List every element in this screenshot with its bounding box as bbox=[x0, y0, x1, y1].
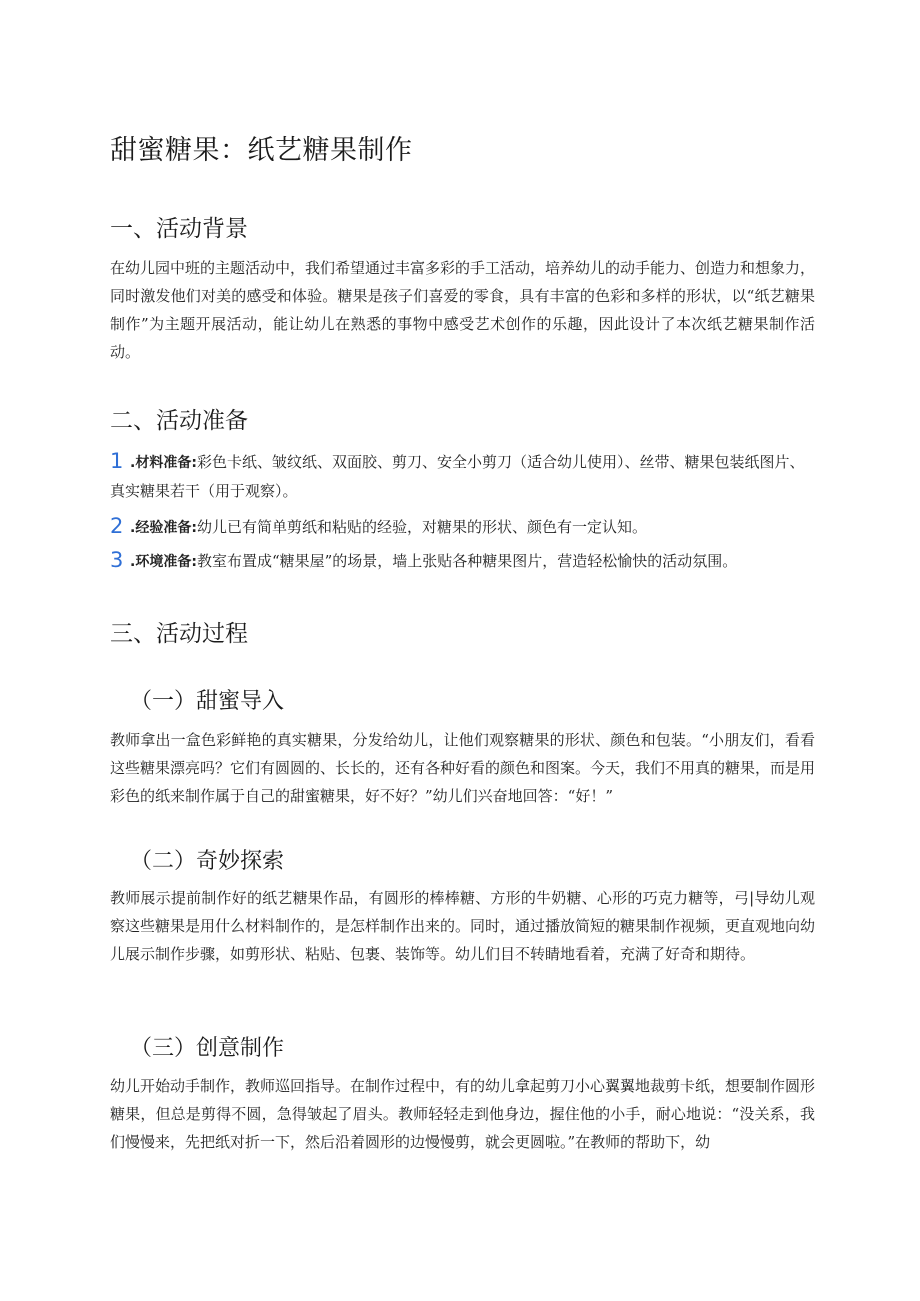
item-label: 环境准备: bbox=[135, 554, 197, 570]
item-text: 教室布置成“糖果屋”的场景，墙上张贴各种糖果图片，营造轻松愉快的活动氛围。 bbox=[196, 552, 738, 570]
item-number: 1 bbox=[110, 449, 124, 473]
preparation-item bbox=[110, 447, 815, 505]
item-text: 彩色卡纸、皱纹纸、双面胶、剪刀、安全小剪刀（适合幼儿使用）、丝带、糖果包装纸图片、真实糖果若干（用于观察）。 bbox=[110, 453, 805, 500]
item-label: 经验准备: bbox=[135, 520, 197, 536]
subsection-heading-explore: （二）奇妙探索 bbox=[130, 849, 285, 874]
explore-paragraph: 教师展示提前制作好的纸艺糖果作品，有圆形的棒棒糖、方形的牛奶糖、心形的巧克力糖等，弓|导幼儿观察这些糖果是用什么材料制作的，是怎样制作出来的。同时，通过播放简短的糖果制作视频，更直观地向幼儿展示制作步骤，如剪形状、粘贴、包裹、装饰等。幼儿们目不转睛地看着，充满了好奇和期待。 bbox=[110, 889, 816, 963]
item-dot: . bbox=[130, 554, 136, 570]
intro-paragraph: 教师拿出一盒色彩鲜艳的真实糖果，分发给幼儿，让他们观察糖果的形状、颜色和包装。“小朋友们，看看这些糖果漂亮吗？它们有圆圆的、长长的，还有各种好看的颜色和图案。今天，我们不用真的糖果，而是用彩色的纸来制作属于自己的甜蜜糖果，好不好？”幼儿们兴奋地回答：“好！” bbox=[110, 731, 816, 805]
subsection-heading-intro: （一）甜蜜导入 bbox=[130, 689, 285, 714]
section-heading-background: 一、活动背景 bbox=[110, 216, 248, 242]
subsection-heading-create: （三）创意制作 bbox=[130, 1036, 285, 1061]
item-label: 材料准备: bbox=[135, 455, 197, 471]
document-title: 甜蜜糖果：纸艺糖果制作 bbox=[110, 135, 413, 166]
item-number: 2 bbox=[110, 514, 124, 538]
create-paragraph: 幼儿开始动手制作，教师巡回指导。在制作过程中，有的幼儿拿起剪刀小心翼翼地裁剪卡纸，想要制作圆形糖果，但总是剪得不圆，急得皱起了眉头。教师轻轻走到他身边，握住他的小手，耐心地说：“没关系，我们慢慢来，先把纸对折一下，然后沿着圆形的边慢慢剪，就会更圆啦。”在教师的帮助下，幼 bbox=[110, 1077, 816, 1151]
background-paragraph: 在幼儿园中班的主题活动中，我们希望通过丰富多彩的手工活动，培养幼儿的动手能力、创造力和想象力，同时激发他们对美的感受和体验。糖果是孩子们喜爱的零食，具有丰富的色彩和多样的形状，以“纸艺糖果制作”为主题开展活动，能让幼儿在熟悉的事物中感受艺术创作的乐趣，因此设计了本次纸艺糖果制作活动。 bbox=[110, 259, 816, 361]
item-dot: . bbox=[130, 520, 136, 536]
item-text: 幼儿已有简单剪纸和粘贴的经验，对糖果的形状、颜色有一定认知。 bbox=[196, 518, 647, 536]
preparation-item bbox=[110, 512, 815, 542]
preparation-item bbox=[110, 546, 815, 576]
item-number: 3 bbox=[110, 548, 124, 572]
section-heading-process: 三、活动过程 bbox=[110, 621, 248, 647]
item-dot: . bbox=[130, 455, 136, 471]
section-heading-preparation: 二、活动准备 bbox=[110, 408, 248, 434]
